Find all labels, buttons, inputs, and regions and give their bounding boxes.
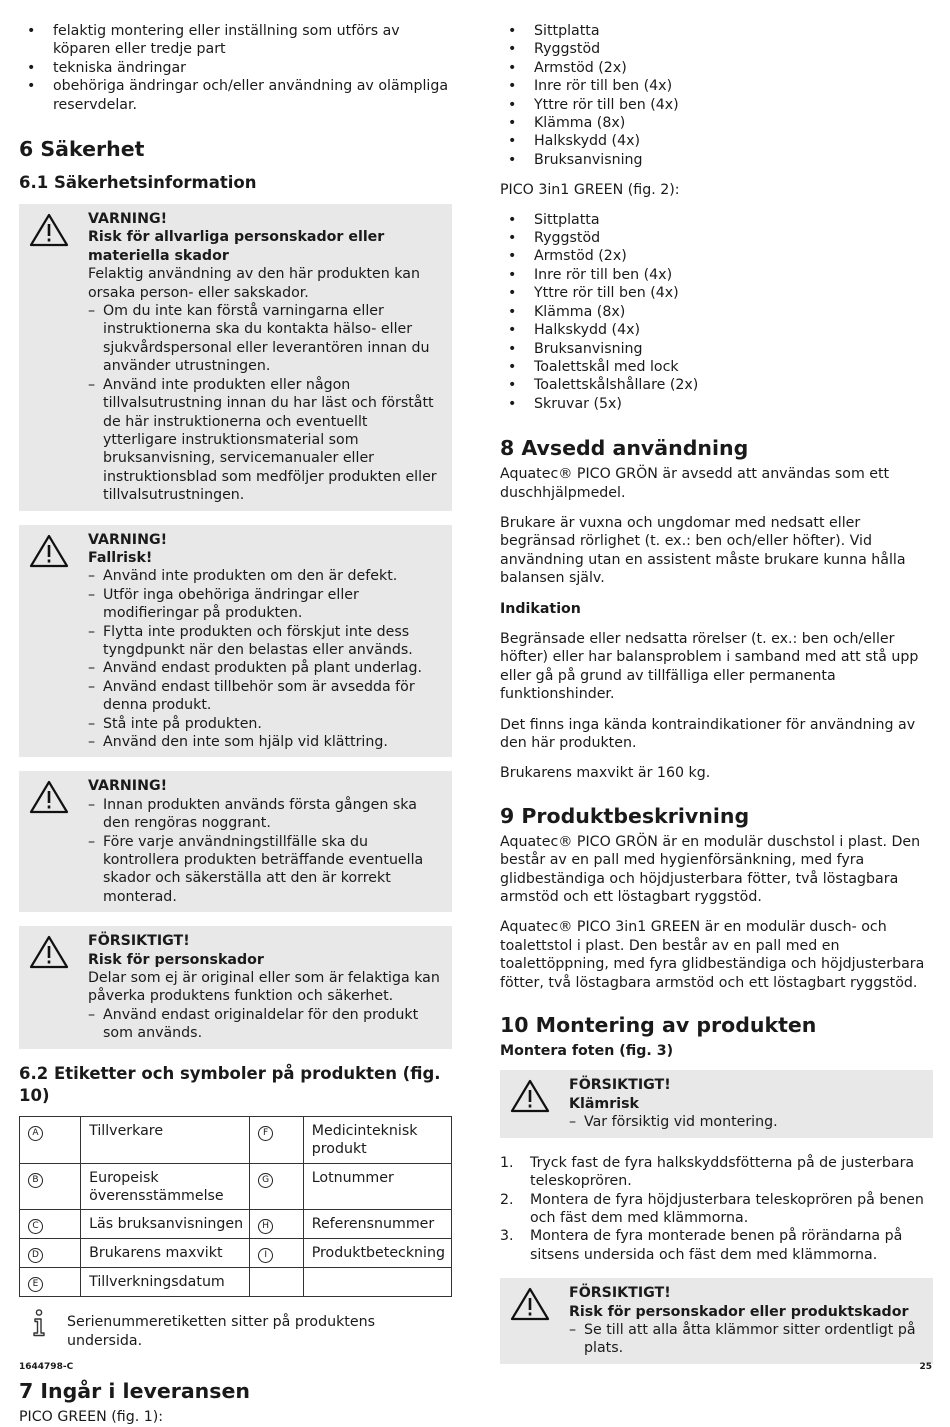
list-item: • Sittplatta [500,211,933,229]
paragraph: Aquatec® PICO GRÖN är avsedd att användas som ett duschhjälpmedel. [500,466,890,501]
symbol-desc: Medicinteknisk produkt [303,1116,451,1163]
symbol-letter: I [258,1248,273,1263]
caution-subtitle: Klämrisk [569,1095,639,1112]
step-text: Montera de fyra monterade benen på rörändarna på sitsens undersida och fäst dem med klämmorna. [530,1228,903,1263]
symbol-cell-empty [250,1268,304,1297]
list-item: • Inre rör till ben (4x) [500,77,933,95]
symbol-cell [20,1116,81,1163]
symbol-cell [20,1163,81,1210]
warning-item: – Använd endast tillbehör som är avsedda för denna produkt. [88,678,444,715]
symbol-letter: G [258,1173,273,1188]
list-item: • obehöriga ändringar och/eller användning av olämpliga reservdelar. [19,77,452,114]
list-item: • Ryggstöd [500,40,933,58]
list-item: • felaktig montering eller inställning som utförs av köparen eller tredje part [19,22,452,59]
caution-subtitle: Risk för personskador eller produktskador [569,1303,909,1320]
info-icon [31,1309,47,1337]
symbol-cell [250,1210,304,1239]
warning-box-3 [19,771,452,912]
warning-title: VARNING! [88,531,168,548]
list-item [500,1191,933,1228]
warning-triangle-icon [29,935,69,969]
left-column [19,22,452,1427]
step-text: Tryck fast de fyra halkskyddsfötterna på de justerbara teleskoprören. [530,1154,915,1190]
list-item: • Ryggstöd [500,229,933,247]
list-item: • Halkskydd (4x) [500,132,933,150]
paragraph: Det finns inga kända kontraindikationer för användning av den här produkten. [500,716,916,751]
step-number: 2. [500,1191,514,1208]
symbols-table [19,1116,452,1298]
step-number: 1. [500,1154,514,1171]
symbol-letter: H [258,1219,273,1234]
heading-6-2: 6.2 Etiketter och symboler på produkten (fig. 10) [19,1063,441,1105]
caution-title: FÖRSIKTIGT! [569,1285,671,1302]
caution-box-3 [500,1278,933,1364]
step-number: 3. [500,1228,514,1245]
warning-item: – Innan produkten används första gången ska den rengöras noggrant. [88,796,444,833]
footer-doc-number: 1644798-C [19,1362,74,1372]
list-item: • tekniska ändringar [19,59,452,77]
symbol-desc: Tillverkare [81,1116,250,1163]
warning-subtitle: Fallrisk! [88,549,153,566]
symbol-letter: B [28,1173,43,1188]
info-text: Serienummeretiketten sitter på produktens undersida. [67,1314,375,1349]
caution-box-2 [500,1070,933,1137]
symbol-desc: Referensnummer [303,1210,451,1239]
pico3-label: PICO 3in1 GREEN (fig. 2): [500,182,680,199]
symbol-cell [20,1268,81,1297]
list-item: • Skruvar (5x) [500,395,933,413]
warning-triangle-icon [510,1287,550,1321]
list-item: • Yttre rör till ben (4x) [500,96,933,114]
warning-item: – Använd inte produkten om den är defekt. [88,567,444,585]
paragraph: Brukarens maxvikt är 160 kg. [500,765,711,782]
paragraph: Aquatec® PICO 3in1 GREEN är en modulär dusch- och toalettstol i plast. Den består av en pall med en toalettöppning, med fyra glidbeständiga och höjdjusterbara fötter, två löstagbara armstöd och ett löstagbart ryggstöd. [500,919,925,991]
assembly-steps [500,1154,933,1264]
paragraph: Aquatec® PICO GRÖN är en modulär duschstol i plast. Den består av en pall med hygienförsänkning, med fyra glidbeständiga och höjdjusterbara fötter, två löstagbara armstöd och ett löstagbart ryggstöd. [500,833,921,906]
caution-text: Delar som ej är original eller som är felaktiga kan påverka produktens funktion och säkerhet. [88,970,440,1005]
list-item: • Yttre rör till ben (4x) [500,284,933,302]
list-item: • Halkskydd (4x) [500,321,933,339]
warning-item: – Om du inte kan förstå varningarna eller instruktionerna ska du kontakta hälso- eller sjukvårdspersonal eller leverantören innan du använder utrustningen. [88,302,444,376]
warning-item: – Flytta inte produkten och förskjut inte dess tyngdpunkt när den belastas eller används. [88,623,444,660]
warning-item: – Använd inte produkten eller någon tillvalsutrustning innan du har läst och förstått de här instruktionerna och eventuellt ytterligare instruktionsmaterial som bruksanvisning, servicemanualer eller instruktionsblad som medföljer produkten eller tillvalsutrustningen. [88,376,444,505]
symbol-desc: Brukarens maxvikt [81,1239,250,1268]
step-text: Montera de fyra höjdjusterbara teleskoprören på benen och fäst dem med klämmorna. [530,1191,924,1226]
pico3-items [500,211,933,413]
list-item: • Toalettskålshållare (2x) [500,376,933,394]
list-item [500,1154,933,1191]
heading-6-1: 6.1 Säkerhetsinformation [19,173,257,193]
symbol-cell [20,1210,81,1239]
indikation-heading: Indikation [500,600,581,617]
pico-green-label: PICO GREEN (fig. 1): [19,1409,164,1426]
symbol-letter: C [28,1219,43,1234]
warning-triangle-icon [29,534,69,568]
warning-text: Felaktig användning av den här produkten kan orsaka person- eller sakskador. [88,266,420,301]
list-item: • Klämma (8x) [500,114,933,132]
symbol-desc: Produktbeteckning [303,1239,451,1268]
symbol-letter: A [28,1126,43,1141]
symbol-cell [250,1163,304,1210]
table-row [20,1116,452,1163]
caution-item: – Använd endast originaldelar för den produkt som används. [88,1006,444,1043]
heading-6: 6 Säkerhet [19,137,145,162]
warning-item: – Använd endast produkten på plant underlag. [88,659,444,677]
symbol-desc: Tillverkningsdatum [81,1268,250,1297]
symbol-desc-empty [303,1268,451,1297]
page-number: 25 [919,1362,932,1372]
info-note [19,1313,452,1350]
right-column [500,22,933,1364]
caution-title: FÖRSIKTIGT! [569,1077,671,1094]
symbol-cell [250,1116,304,1163]
symbol-letter: E [28,1277,43,1292]
table-row [20,1210,452,1239]
list-item: • Klämma (8x) [500,303,933,321]
pico-green-items [500,22,933,169]
warning-item: – Före varje användningstillfälle ska du kontrollera produkten beträffande eventuella skador och säkerställa att den är korrekt monterad. [88,833,444,907]
list-item [500,1227,933,1264]
symbol-desc: Europeisk överensstämmelse [81,1163,250,1210]
symbol-letter: F [258,1126,273,1141]
list-item: • Armstöd (2x) [500,59,933,77]
warning-box-2 [19,525,452,758]
symbol-cell [20,1239,81,1268]
warning-triangle-icon [29,213,69,247]
symbol-cell [250,1239,304,1268]
heading-10-sub: Montera foten (fig. 3) [500,1043,674,1060]
symbol-letter: D [28,1248,43,1263]
caution-title: FÖRSIKTIGT! [88,933,190,950]
table-row [20,1163,452,1210]
table-row [20,1239,452,1268]
warning-item: – Stå inte på produkten. [88,715,444,733]
warning-item: – Utför inga obehöriga ändringar eller modifieringar på produkten. [88,586,444,623]
warning-subtitle: Risk för allvarliga personskador eller materiella skador [88,229,385,264]
list-item: • Bruksanvisning [500,340,933,358]
heading-7: 7 Ingår i leveransen [19,1379,250,1404]
warning-triangle-icon [29,780,69,814]
warning-title: VARNING! [88,778,168,795]
intro-bullets [19,22,452,114]
heading-10: 10 Montering av produkten [500,1013,817,1038]
caution-item: – Se till att alla åtta klämmor sitter ordentligt på plats. [569,1321,925,1358]
list-item: • Bruksanvisning [500,151,933,169]
heading-8: 8 Avsedd användning [500,436,749,461]
paragraph: Brukare är vuxna och ungdomar med nedsatt eller begränsad rörlighet (t. ex.: ben och/eller höfter). Vid användning utan en assistent måste brukare kunna hålla balansen själv. [500,514,906,587]
caution-box-1 [19,926,452,1048]
warning-box-1 [19,204,452,511]
list-item: • Inre rör till ben (4x) [500,266,933,284]
warning-item: – Använd den inte som hjälp vid klättring. [88,733,444,751]
caution-subtitle: Risk för personskador [88,951,264,968]
symbol-desc: Lotnummer [303,1163,451,1210]
heading-9: 9 Produktbeskrivning [500,803,750,828]
warning-triangle-icon [510,1079,550,1113]
paragraph: Begränsade eller nedsatta rörelser (t. ex.: ben och/eller höfter) eller har balansproblem i samband med att stå upp eller gå på grund av tillfälliga eller permanenta funktionshinder. [500,630,919,703]
symbol-desc: Läs bruksanvisningen [81,1210,250,1239]
list-item: • Armstöd (2x) [500,247,933,265]
list-item: • Sittplatta [500,22,933,40]
warning-title: VARNING! [88,211,168,228]
caution-item: – Var försiktig vid montering. [569,1113,925,1131]
table-row [20,1268,452,1297]
list-item: • Toalettskål med lock [500,358,933,376]
